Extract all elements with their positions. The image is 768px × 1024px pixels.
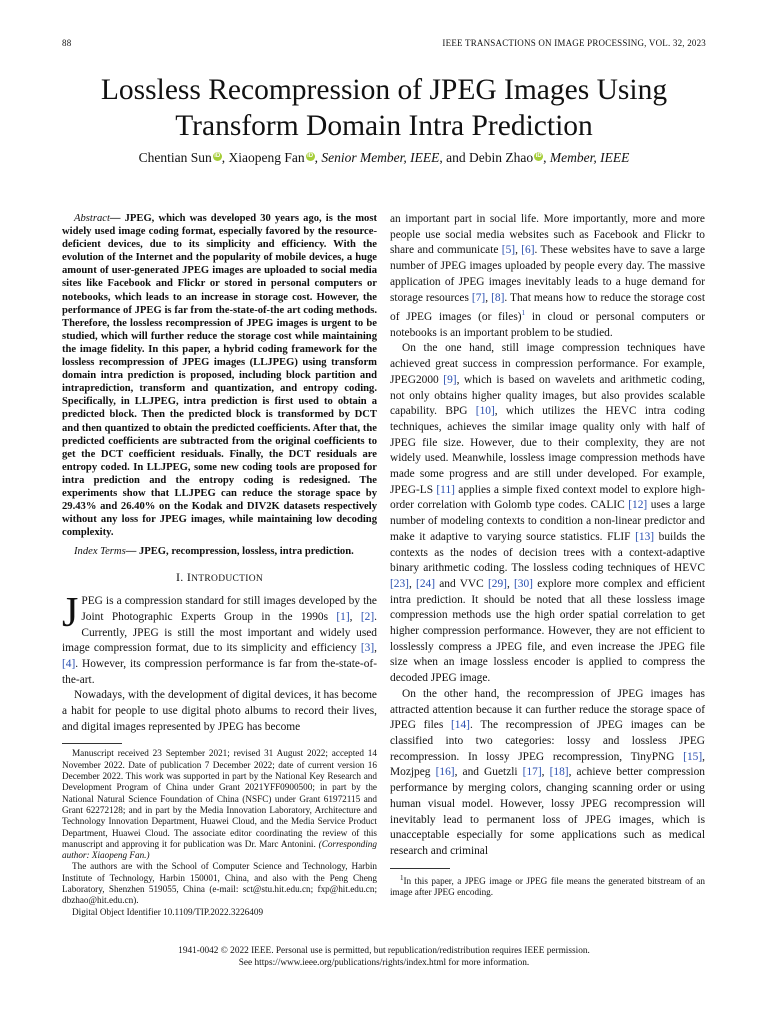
- journal-name: IEEE TRANSACTIONS ON IMAGE PROCESSING, VOL. 32, 2023: [442, 38, 706, 48]
- right-column: [390, 212, 705, 898]
- author-line: [40, 150, 728, 166]
- text-run: ,: [541, 766, 550, 779]
- citation-link[interactable]: [11]: [436, 483, 455, 496]
- index-terms: [62, 545, 377, 558]
- abstract: [62, 212, 377, 539]
- citation-link[interactable]: [7]: [471, 291, 486, 304]
- footnote-mark: 1: [400, 873, 404, 882]
- citation-link[interactable]: [5]: [501, 244, 516, 257]
- text-run: an important part in social life. More importantly, more and more people use social media websites such as Facebook and Flickr to share and communicate: [390, 213, 705, 257]
- author-separator: ,: [543, 150, 550, 165]
- text-run: ,: [515, 244, 522, 257]
- footnote-text: In this paper, a JPEG image or JPEG file means the generated bitstream of an image after JPEG encoding.: [390, 875, 705, 897]
- text-run: , and Guetzli: [454, 766, 523, 779]
- rights-link-line[interactable]: See https://www.ieee.org/publications/rights/index.html for more information.: [238, 958, 530, 968]
- text-run: PEG is a compression standard for still images developed by the Joint Photographic Experts Group in the 1990s: [81, 595, 377, 623]
- author-name: Chentian Sun: [138, 150, 212, 165]
- orcid-icon[interactable]: iD: [535, 152, 542, 159]
- section-title-rest: NTRODUCTION: [191, 574, 264, 585]
- citation-link[interactable]: [23]: [390, 577, 409, 590]
- text-run: ,: [408, 577, 417, 590]
- text-run: . That means how to reduce the storage cost of JPEG images (or files): [390, 291, 705, 324]
- index-terms-label: Index Terms: [74, 546, 126, 558]
- index-terms-text: JPEG, recompression, lossless, intra prediction.: [138, 546, 354, 558]
- copyright-line: 1941-0042 © 2022 IEEE. Personal use is permitted, but republication/redistribution requires IEEE permission.: [178, 946, 590, 956]
- body-paragraph: [390, 212, 705, 341]
- body-paragraph: [390, 341, 705, 686]
- doi-line: Digital Object Identifier 10.1109/TIP.2022.3226409: [72, 906, 264, 917]
- text-run: . Currently, JPEG is still the most important and widely used image compression format, due to its simplicity and efficiency: [62, 610, 377, 655]
- footnote-paragraph: [390, 873, 705, 899]
- author-name: Xiaopeng Fan: [228, 150, 305, 165]
- author-name: Debin Zhao: [469, 150, 534, 165]
- footnote-paragraph: The authors are with the School of Computer Science and Technology, Harbin Institute of Technology, Harbin 150001, China, and also with the Peng Cheng Laboratory, Shenzhen 519055, China (e-mail: sct@stu.hit.edu.cn; fxp@hit.edu.cn; dbzhao@hit.edu.cn).: [62, 861, 377, 906]
- citation-link[interactable]: [12]: [628, 499, 648, 512]
- text-run: , which is based on wavelets and arithmetic coding, not only obtains higher quality images, but also provides scalable capability. BPG: [390, 373, 705, 418]
- abstract-dash: —: [109, 213, 125, 224]
- orcid-icon[interactable]: iD: [214, 152, 221, 159]
- citation-link[interactable]: [17]: [522, 766, 542, 779]
- orcid-icon[interactable]: iD: [307, 152, 314, 159]
- footnote-link[interactable]: 1: [521, 309, 526, 318]
- text-run: applies a simple fixed context model to explore high-order correlation with Golomb type codes. CALIC: [390, 483, 705, 512]
- text-run: uses a large number of modeling contexts to condition a non-linear predictor and make it adaptive to varying source statistics. FLIF: [390, 499, 705, 543]
- section-heading: [62, 570, 377, 588]
- text-run: Manuscript received 23 September 2021; revised 31 August 2022; accepted 14 November 2022. Date of publication 7 December 2022; date of current version 16 December 2022. This work was supported in part by the National Key Research and Development Program of China under Grant 2021YFF0900500; in part by the National Natural Science Foundation of China (NSFC) under Grant 61972115 and Grant 62272128; and in part by the Media Innovation Laboratory, Architecture and Technology Innovation Department, Huawei Cloud, and the Media Service Product Department, Huawei Cloud. The associate editor coordinating the review of this manuscript and approving it for publication was Dr. Marc Antonini.: [62, 748, 377, 849]
- manuscript-footnote: [62, 748, 377, 917]
- citation-link[interactable]: [30]: [514, 577, 533, 590]
- text-run: ,: [374, 642, 377, 655]
- citation-link[interactable]: [9]: [443, 373, 457, 386]
- text-run: explore more complex and efficient intra prediction. It should be noted that all these lossless image compression methods use the high order spatial correlation to get higher compression performance. However, they are not efficient to losslessly compress a JPEG file, and even increase the JPEG file size when an image lossless encoder is applied to compress the decoded JPEG image.: [390, 577, 705, 685]
- citation-link[interactable]: [18]: [549, 766, 569, 779]
- text-run: ,: [485, 291, 492, 304]
- citation-link[interactable]: [4]: [62, 657, 76, 670]
- citation-link[interactable]: [6]: [521, 244, 535, 257]
- text-run: ,: [349, 610, 361, 623]
- text-run: On the one hand, still image compression techniques have achieved great success in compression performance. For example, JPEG2000: [390, 342, 705, 386]
- drop-cap: J: [62, 590, 79, 637]
- text-run: builds the contexts as the nodes of decision trees with a context-adaptive binary arithmetic coding. The lossless coding techniques of HEVC: [390, 530, 705, 575]
- abstract-text: JPEG, which was developed 30 years ago, is the most widely used image coding format, especially favored by the resource-deficient devices, due to its simplicity and efficiency. With the evolution of the Internet and the popularity of mobile devices, a huge amount of user-generated JPEG images are uploaded to social media sites like Facebook and Flickr or stored in personal computers or notebooks, which leads to an increase in storage cost. However, the performance of JPEG is far from the-state-of-the art coding methods. Therefore, the lossless recompression of JPEG images is urgent to be studied, which will further reduce the storage cost while maintaining the image fidelity. In this paper, a hybrid coding framework for the lossless recompression of JPEG images (LLJPEG) using transform domain intra prediction is proposed, including block partition and intraprediction, transform and quantization, and entropy coding. Specifically, in LLJPEG, intra prediction is first used to obtain a predicted block. Then the predicted block is transformed by DCT and then quantized to obtain the predicted coefficients. After that, the predicted coefficients are subtracted from the original coefficients to get the DCT coefficient residuals. Finally, the DCT residuals are entropy coded. In LLJPEG, some new coding tools are proposed for intra prediction and the entropy coding is redesigned. The experiments show that LLJPEG can reduce the storage space by 29.43% and 26.40% on the Kodak and DIV2K datasets respectively without any loss for JPEG images, while maintaining low decoding complexity.: [62, 213, 377, 539]
- citation-link[interactable]: [24]: [416, 577, 436, 590]
- author-separator: ,: [221, 150, 229, 165]
- author-separator: ,: [314, 150, 322, 165]
- intro-paragraph: Nowadays, with the development of digital devices, it has become a habit for people to use digital photo albums to record their lives, and digital images represented by JPEG has become: [62, 689, 377, 733]
- author-role: Member, IEEE: [549, 150, 630, 165]
- text-run: in cloud or personal computers or notebooks is an important problem to be studied.: [390, 311, 705, 339]
- citation-link[interactable]: [16]: [435, 766, 455, 779]
- body-paragraph: [390, 687, 705, 860]
- text-run: and VVC: [435, 577, 488, 590]
- text-run: , Mozjpeg: [390, 750, 705, 779]
- text-run: . The recompression of JPEG images can be classified into two categories: lossy and lossless JPEG recompression. In lossy JPEG recompression, TinyPNG: [390, 719, 705, 763]
- footnote-paragraph: [62, 748, 377, 861]
- index-terms-dash: —: [125, 546, 139, 558]
- footnote: [390, 873, 705, 899]
- section-title-cap: I: [186, 570, 192, 585]
- citation-link[interactable]: [3]: [360, 642, 375, 655]
- corresponding-author: (Corresponding author: Xiaopeng Fan.): [62, 838, 377, 861]
- citation-link[interactable]: [8]: [491, 291, 505, 304]
- author-separator: , and: [439, 150, 470, 165]
- intro-paragraph: [62, 590, 377, 688]
- copyright-footer: [40, 945, 728, 969]
- page-number: 88: [62, 38, 72, 48]
- section-numeral: I.: [175, 570, 187, 585]
- text-run: On the other hand, the recompression of JPEG images has attracted attention because it can further reduce the storage space of JPEG files: [390, 687, 705, 732]
- citation-link[interactable]: [29]: [487, 577, 507, 590]
- footnote-rule: [62, 743, 122, 744]
- citation-link[interactable]: [15]: [683, 750, 703, 763]
- text-run: . However, its compression performance is far from the-state-of-the-art.: [62, 657, 377, 686]
- citation-link[interactable]: [1]: [336, 610, 350, 623]
- left-column: [62, 212, 377, 918]
- citation-link[interactable]: [10]: [475, 405, 495, 418]
- abstract-label: Abstract: [74, 213, 110, 224]
- text-run: , achieve better compression performance by merging colors, changing scanning order or using human visual model. However, lossy JPEG recompression will inevitably lead to permanent loss of JPEG images, which is unacceptable especially for some applications such as medical research and criminal: [390, 766, 705, 857]
- citation-link[interactable]: [13]: [635, 530, 655, 543]
- text-run: , which utilizes the HEVC intra coding techniques, achieves the similar image quality only with half of JPEG file size. However, due to their complexity, they are not widely used. Meanwhile, lossless image compression methods have made some progress and are still under developed. For example, JPEG-LS: [390, 405, 706, 496]
- text-run: . These websites have to save a large number of JPEG images uploaded by people every day. The massive application of JPEG images inevitably leads to a huge demand for storage resources: [390, 244, 706, 304]
- citation-link[interactable]: [14]: [450, 719, 470, 732]
- citation-link[interactable]: [2]: [360, 610, 375, 623]
- author-role: Senior Member, IEEE: [321, 150, 440, 165]
- text-run: ,: [506, 577, 514, 590]
- footnote-rule: [390, 868, 450, 869]
- paper-title: Lossless Recompression of JPEG Images Using Transform Domain Intra Prediction: [100, 74, 668, 142]
